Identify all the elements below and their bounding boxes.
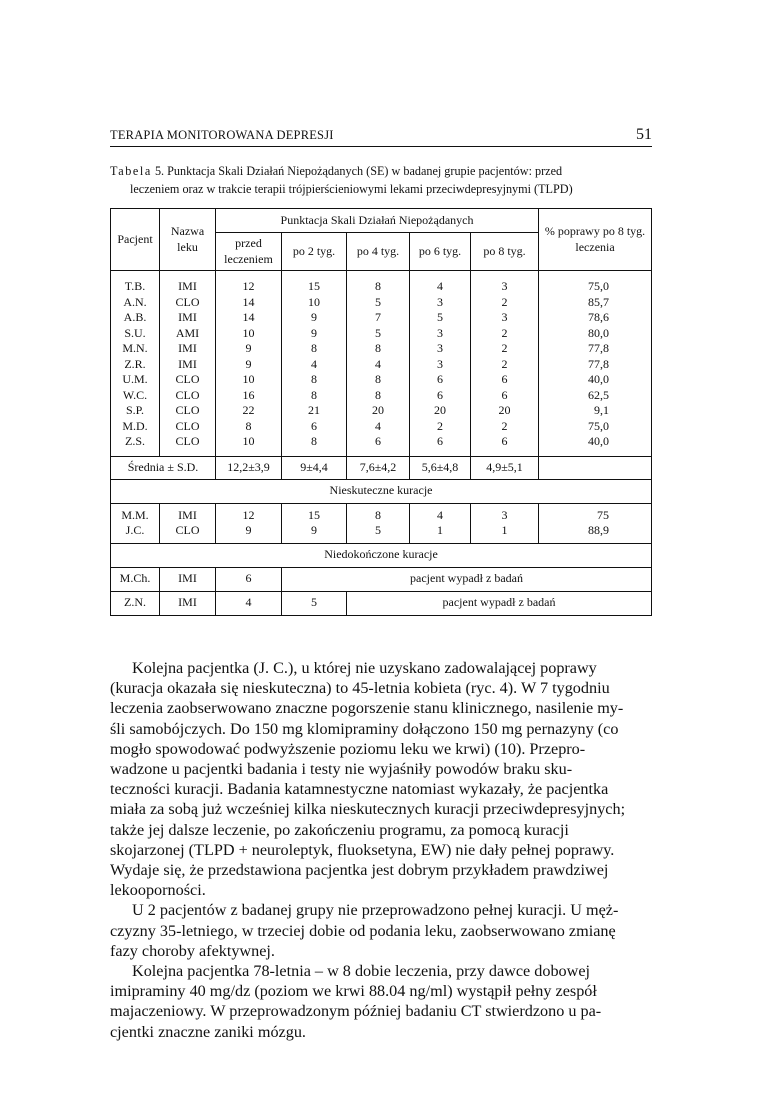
table-cell: 3 <box>501 279 508 293</box>
text-line: skojarzonej (TLPD + neuroleptyk, fluoksetyna, EW) nie dały pełnej poprawy. <box>110 840 615 859</box>
col-improvement <box>539 503 652 543</box>
ineffective-block <box>111 503 652 543</box>
page-number: 51 <box>636 126 652 143</box>
table-cell: 12 <box>242 507 255 522</box>
table-cell: 75,0 <box>588 418 610 433</box>
table-cell: T.B. <box>124 279 146 293</box>
table-cell: 14 <box>242 310 255 324</box>
table-cell: 78,6 <box>588 310 610 324</box>
table-cell: 9 <box>245 341 252 355</box>
header-improvement: % poprawy po 8 tyg. leczenia <box>539 209 652 271</box>
table-cell: 85,7 <box>588 294 610 309</box>
table-cell: 4 <box>216 591 282 615</box>
text-line: teczności kuracji. Badania katamnestyczne natomiast wykazały, że pacjentka <box>110 780 609 799</box>
header-week-8: po 8 tyg. <box>471 233 539 271</box>
table-cell: 4 <box>437 507 443 522</box>
section-ineffective: Nieskuteczne kuracje <box>111 479 652 503</box>
paragraph <box>110 658 652 900</box>
running-title: TERAPIA MONITOROWANA DEPRESJI <box>110 128 334 142</box>
unfinished-row <box>111 567 652 591</box>
body-text <box>110 658 652 1042</box>
table-cell: 16 <box>242 387 255 402</box>
col-improvement <box>539 271 652 457</box>
table-cell: 8 <box>311 434 317 448</box>
caption-line-2: leczeniem oraz w trakcie terapii trójpierścieniowymi lekami przeciwdepresyjnymi (TLPD) <box>130 182 573 196</box>
mean-week-8: 4,9±5,1 <box>471 456 539 479</box>
caption-number: 5. <box>154 164 165 178</box>
table-cell: CLO <box>175 294 200 309</box>
table-cell: A.B. <box>123 310 147 324</box>
table-cell: 10 <box>308 294 320 309</box>
table-cell: 2 <box>501 341 508 355</box>
table-cell: 8 <box>311 387 317 402</box>
table-cell: M.Ch. <box>111 567 160 591</box>
table-cell: 2 <box>501 325 508 340</box>
table-cell: 3 <box>437 356 443 371</box>
header-week-6: po 6 tyg. <box>410 233 471 271</box>
table-cell: 75,0 <box>588 279 610 293</box>
text-line: Kolejna pacjentka (J. C.), u której nie uzyskano zadowalającej poprawy <box>132 659 597 677</box>
table-cell: IMI <box>178 310 197 324</box>
table-cell: 3 <box>501 310 508 324</box>
header-scale: Punktacja Skali Działań Niepożądanych <box>216 209 539 233</box>
table-cell: CLO <box>175 403 200 417</box>
dropout-note: pacjent wypadł z badań <box>347 591 652 615</box>
table-cell: S.P. <box>125 403 145 417</box>
table-cell: 20 <box>434 403 446 417</box>
table-cell: 2 <box>501 418 508 433</box>
table-cell: Z.N. <box>111 591 160 615</box>
text-line: lekooporności. <box>110 881 206 900</box>
table-cell: 9 <box>311 310 317 324</box>
table-cell: IMI <box>178 356 197 371</box>
table-cell: IMI <box>178 507 197 522</box>
table-cell: 7 <box>375 310 381 324</box>
table-main-block <box>111 271 652 457</box>
text-line: Wydaje się, że przedstawiona pacjentka jest dobrym przykładem prawdziwej <box>110 861 609 880</box>
col-week-2 <box>282 503 347 543</box>
text-line: śli samobójczych. Do 150 mg klomipraminy dołączono 150 mg pernazyny (co <box>110 719 619 738</box>
text-line: także jej dalsze leczenie, po zakończeniu programu, za pomocą kuracji <box>110 820 569 839</box>
table-cell: 4 <box>437 279 443 293</box>
table-cell: 5 <box>375 523 381 537</box>
table-cell: 88,9 <box>588 523 610 537</box>
col-week-8 <box>471 503 539 543</box>
table-cell: 3 <box>437 341 443 355</box>
table-cell: 8 <box>311 372 317 386</box>
text-line: imipraminy 40 mg/dz (poziom we krwi 88.04 ng/ml) wystąpił pełny zespół <box>110 982 597 1001</box>
table-cell: 10 <box>242 325 255 340</box>
table-cell: 6 <box>216 567 282 591</box>
page-header <box>110 124 652 147</box>
table-cell: 80,0 <box>588 325 610 340</box>
col-week-4 <box>347 503 410 543</box>
table-cell: 3 <box>501 507 508 522</box>
table-cell: 10 <box>242 372 255 386</box>
col-week-6 <box>410 271 471 457</box>
paragraph <box>110 961 652 1042</box>
table-cell: 5 <box>282 591 347 615</box>
table-cell: 6 <box>501 434 508 448</box>
mean-before: 12,2±3,9 <box>216 456 282 479</box>
mean-label: Średnia ± S.D. <box>111 456 216 479</box>
table-cell: 8 <box>311 341 317 355</box>
table-cell: 9 <box>245 523 252 537</box>
table-cell: IMI <box>178 341 197 355</box>
table-cell: 6 <box>437 434 443 448</box>
table-cell: A.N. <box>123 294 147 309</box>
table-cell: 75 <box>597 507 610 522</box>
table-cell: S.U. <box>124 325 146 340</box>
text-line: cjentki znaczne zaniki mózgu. <box>110 1022 306 1041</box>
table-cell: CLO <box>175 387 200 402</box>
table-cell: 5 <box>375 294 381 309</box>
table-cell: 62,5 <box>588 387 610 402</box>
col-before <box>216 503 282 543</box>
table-cell: Z.R. <box>124 356 146 371</box>
table-cell: 9 <box>311 325 317 340</box>
side-effects-table <box>110 208 652 616</box>
section-unfinished: Niedokończone kuracje <box>111 543 652 567</box>
col-patient <box>111 271 160 457</box>
paragraph <box>110 900 652 961</box>
table-cell: 6 <box>311 418 317 433</box>
col-week-8 <box>471 271 539 457</box>
text-line: leczenia zaobserwowano znaczne pogorszenie stanu klinicznego, nasilenie my- <box>110 699 624 718</box>
table-cell: 9,1 <box>594 403 610 417</box>
table-cell: 3 <box>437 325 443 340</box>
header-week-4: po 4 tyg. <box>347 233 410 271</box>
table-cell: 4 <box>375 356 381 371</box>
mean-week-6: 5,6±4,8 <box>410 456 471 479</box>
table-cell: IMI <box>178 279 197 293</box>
table-cell: 6 <box>375 434 381 448</box>
table-cell: 8 <box>375 279 381 293</box>
table-cell: 6 <box>437 387 443 402</box>
table-cell: J.C. <box>125 523 145 537</box>
col-before <box>216 271 282 457</box>
table-cell: 21 <box>308 403 320 417</box>
table-cell: W.C. <box>122 387 148 402</box>
table-cell: 1 <box>501 523 508 537</box>
table-cell: 77,8 <box>588 341 610 355</box>
header-patient: Pacjent <box>111 209 160 271</box>
table-cell: 5 <box>437 310 443 324</box>
mean-row <box>111 456 652 479</box>
table-cell: 2 <box>437 418 443 433</box>
table-cell: 20 <box>498 403 511 417</box>
table-cell: CLO <box>175 418 200 433</box>
col-drug <box>160 271 216 457</box>
text-line: U 2 pacjentów z badanej grupy nie przeprowadzono pełnej kuracji. U męż- <box>132 901 619 920</box>
text-line: czyzny 35-letniego, w trzeciej dobie od podania leku, zaobserwowano zmianę <box>110 921 616 940</box>
table-cell: M.D. <box>122 418 148 433</box>
table-cell: CLO <box>175 372 200 386</box>
table-cell: 9 <box>311 523 317 537</box>
table-cell: 12 <box>242 279 255 293</box>
table-cell: 8 <box>375 387 381 402</box>
table-cell: CLO <box>175 434 200 448</box>
table-cell: 9 <box>245 356 252 371</box>
table-cell: 8 <box>375 341 381 355</box>
table-cell: 6 <box>501 372 508 386</box>
table-cell: 20 <box>372 403 384 417</box>
text-line: fazy choroby afektywnej. <box>110 941 275 960</box>
table-cell: 4 <box>311 356 317 371</box>
text-line: majaczeniowy. W przeprowadzonym później badaniu CT stwierdzono u pa- <box>110 1002 602 1021</box>
dropout-note: pacjent wypadł z badań <box>282 567 652 591</box>
table-cell: 3 <box>437 294 443 309</box>
header-week-2: po 2 tyg. <box>282 233 347 271</box>
table-cell: IMI <box>160 567 216 591</box>
table-cell: 15 <box>308 507 320 522</box>
col-drug <box>160 503 216 543</box>
table-cell: 22 <box>242 403 255 417</box>
text-line: miała za sobą już wcześniej kilka nieskutecznych kuracji przeciwdepresyjnych; <box>110 800 626 819</box>
table-cell: 77,8 <box>588 356 610 371</box>
table-cell: 40,0 <box>588 434 610 448</box>
table-cell: IMI <box>160 591 216 615</box>
table-cell: U.M. <box>122 372 148 386</box>
mean-week-4: 7,6±4,2 <box>347 456 410 479</box>
table-cell: 1 <box>437 523 443 537</box>
table-cell: 14 <box>242 294 255 309</box>
table-cell: 15 <box>308 279 320 293</box>
table-cell: 8 <box>375 372 381 386</box>
table-cell: 5 <box>375 325 381 340</box>
text-line: (kuracja okazała się nieskuteczna) to 45-letnia kobieta (ryc. 4). W 7 tygodniu <box>110 679 610 698</box>
table-cell: CLO <box>175 523 200 537</box>
table-caption <box>110 162 652 198</box>
text-line: Kolejna pacjentka 78-letnia – w 8 dobie leczenia, przy dawce dobowej <box>132 962 591 981</box>
col-week-6 <box>410 503 471 543</box>
col-week-2 <box>282 271 347 457</box>
col-week-4 <box>347 271 410 457</box>
unfinished-row <box>111 591 652 615</box>
table-cell: 6 <box>501 387 508 402</box>
table-cell: 8 <box>375 507 381 522</box>
header-drug: Nazwa leku <box>160 209 216 271</box>
table-cell: 6 <box>437 372 443 386</box>
mean-improvement <box>539 456 652 479</box>
text-line: wadzone u pacjentki badania i testy nie wyjaśniły powodów braku sku- <box>110 760 573 779</box>
table-cell: 10 <box>242 434 255 448</box>
table-cell: M.N. <box>122 341 148 355</box>
text-line: mogło spowodować podwyższenie poziomu leku we krwi) (10). Przepro- <box>110 739 586 758</box>
table-cell: 2 <box>501 294 508 309</box>
table-cell: 2 <box>501 356 508 371</box>
table-cell: 40,0 <box>588 372 610 386</box>
table-cell: 8 <box>245 418 252 433</box>
table-cell: M.M. <box>121 507 149 522</box>
table-cell: Z.S. <box>124 434 145 448</box>
header-before: przed leczeniem <box>216 233 282 271</box>
caption-line-1: Punktacja Skali Działań Niepożądanych (SE) w badanej grupie pacjentów: przed <box>167 164 563 178</box>
table-cell: 4 <box>375 418 381 433</box>
caption-label: Tabela <box>110 164 152 178</box>
table-cell: AMI <box>175 325 200 340</box>
mean-week-2: 9±4,4 <box>282 456 347 479</box>
col-patient <box>111 503 160 543</box>
